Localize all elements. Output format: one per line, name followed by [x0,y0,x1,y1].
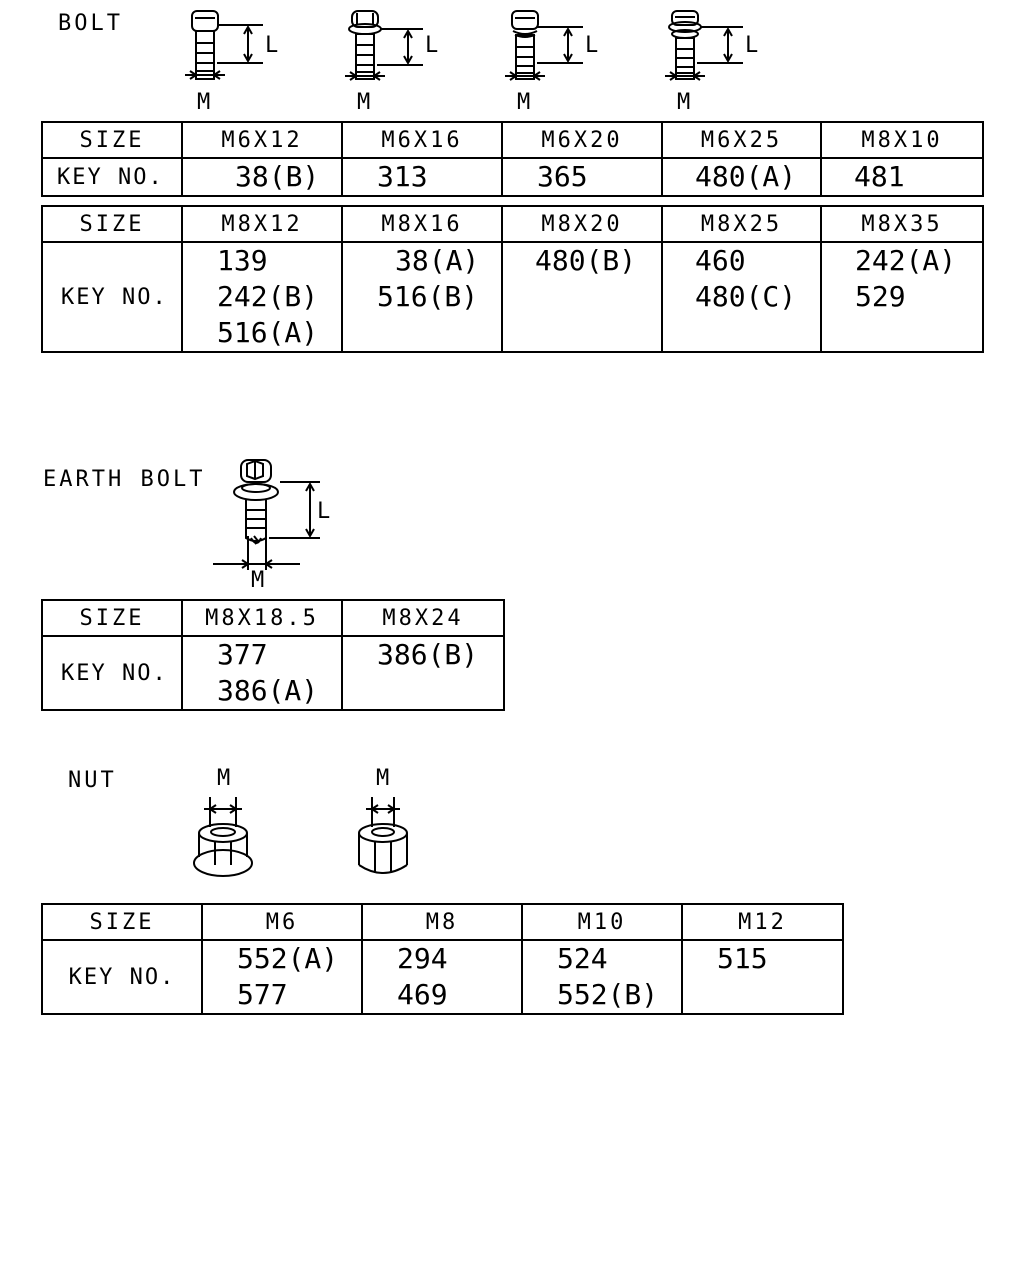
key-number: 552(A) [237,942,339,975]
size-cell: M8X12 [182,206,342,242]
bolt-1-length-label: L [265,33,279,58]
key-number: 529 [855,280,906,313]
key-cell [502,158,662,196]
bolt-3-length-label: L [585,33,599,58]
bolt-2-diameter-label: M [357,90,371,115]
flange-nut-icon [185,795,265,885]
key-number: 365 [537,160,588,193]
nut-size-table [41,903,844,1015]
key-number: 480(A) [695,160,797,193]
bolt-washer-head-icon [495,5,605,115]
key-no-header: KEY NO. [42,940,202,1014]
bolt-flange-washer-head-icon [655,5,765,115]
bolt-4-length-label: L [745,33,759,58]
key-number: 313 [377,160,428,193]
key-number: 386(A) [217,674,319,707]
bolt-4-diameter-label: M [677,90,691,115]
size-cell: M8X35 [821,206,983,242]
bolt-1-diameter-label: M [197,90,211,115]
bolt-flange-head-icon [335,5,445,115]
key-number: 377 [217,638,268,671]
key-cell [522,940,682,1014]
size-header: SIZE [42,206,182,242]
size-cell: M8X16 [342,206,502,242]
key-cell [342,242,502,352]
key-number: 481 [854,160,905,193]
key-number: 460 [695,244,746,277]
key-no-header: KEY NO. [42,636,182,710]
size-cell: M8X20 [502,206,662,242]
size-cell: M8X18.5 [182,600,342,636]
bolt-size-table-1 [41,121,984,197]
key-number: 516(B) [377,280,479,313]
bolt-2-length-label: L [425,33,439,58]
bolt-size-table-2 [41,205,984,353]
key-cell [362,940,522,1014]
key-number: 577 [237,978,288,1011]
key-no-header: KEY NO. [42,242,182,352]
hex-nut-icon [348,795,423,885]
nut-section-title: NUT [68,768,117,793]
size-cell: M8X24 [342,600,504,636]
size-cell: M6 [202,904,362,940]
earth-bolt-diameter-label: M [251,568,265,593]
size-header: SIZE [42,904,202,940]
key-cell [182,636,342,710]
key-number: 516(A) [217,316,319,349]
size-header: SIZE [42,600,182,636]
key-number: 480(C) [695,280,797,313]
size-header: SIZE [42,122,182,158]
bolt-hex-head-icon [175,5,285,115]
key-number: 38(B) [235,160,320,193]
key-cell [342,636,504,710]
key-cell [502,242,662,352]
earth-bolt-section-title: EARTH BOLT [43,467,206,492]
size-cell: M6X16 [342,122,502,158]
size-cell: M12 [682,904,843,940]
earth-bolt-size-table [41,599,505,711]
key-cell [202,940,362,1014]
key-cell [682,940,843,1014]
key-cell [182,158,342,196]
size-cell: M8 [362,904,522,940]
key-number: 552(B) [557,978,659,1011]
key-number: 242(B) [217,280,319,313]
key-number: 242(A) [855,244,957,277]
key-number: 515 [717,942,768,975]
key-cell [821,158,983,196]
size-cell: M6X12 [182,122,342,158]
earth-bolt-length-label: L [317,499,331,524]
size-cell: M6X25 [662,122,821,158]
key-number: 386(B) [377,638,479,671]
key-number: 294 [397,942,448,975]
key-number: 524 [557,942,608,975]
key-cell [182,242,342,352]
key-number: 139 [217,244,268,277]
key-number: 38(A) [395,244,480,277]
key-number: 480(B) [535,244,637,277]
key-cell [662,242,821,352]
key-no-header: KEY NO. [42,158,182,196]
size-cell: M8X10 [821,122,983,158]
size-cell: M6X20 [502,122,662,158]
nut-2-diameter-label: M [376,766,390,791]
size-cell: M8X25 [662,206,821,242]
nut-1-diameter-label: M [217,766,231,791]
size-cell: M10 [522,904,682,940]
key-cell [662,158,821,196]
bolt-3-diameter-label: M [517,90,531,115]
key-cell [342,158,502,196]
key-cell [821,242,983,352]
bolt-section-title: BOLT [58,11,123,36]
key-number: 469 [397,978,448,1011]
earth-bolt-icon [205,452,330,592]
